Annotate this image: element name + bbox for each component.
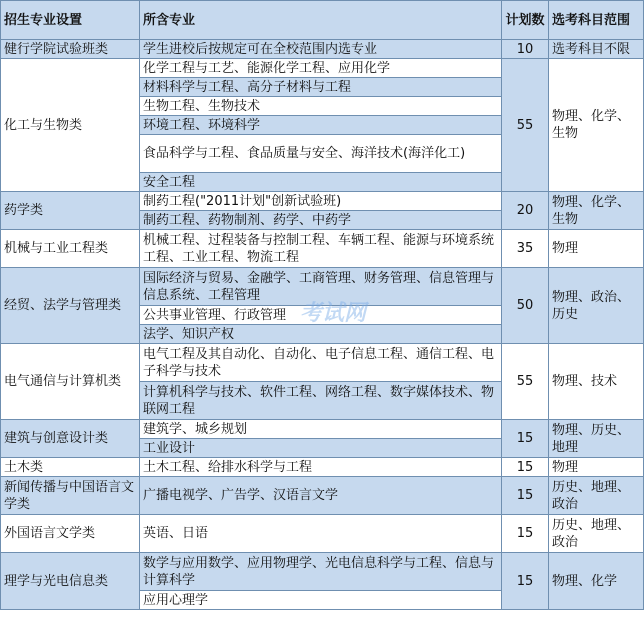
major-cell: 工业设计 — [140, 439, 502, 458]
major-cell: 环境工程、环境科学 — [140, 116, 502, 135]
table-row — [1, 192, 644, 211]
plan-cell: 15 — [502, 458, 549, 477]
plan-cell: 15 — [502, 515, 549, 553]
subjects-cell: 选考科目不限 — [549, 40, 644, 59]
major-cell: 学生进校后按规定可在全校范围内选专业 — [140, 40, 502, 59]
subjects-cell: 物理、历史、地理 — [549, 420, 644, 458]
watermark-logo: 考试网 — [300, 301, 367, 326]
subjects-cell: 物理、化学、生物 — [549, 59, 644, 192]
table-row — [1, 268, 644, 306]
category-cell: 经贸、法学与管理类 — [1, 268, 140, 344]
category-cell: 建筑与创意设计类 — [1, 420, 140, 458]
subjects-cell: 物理、技术 — [549, 344, 644, 420]
subjects-cell: 物理、化学、生物 — [549, 192, 644, 230]
category-cell: 新闻传播与中国语言文学类 — [1, 477, 140, 515]
major-cell: 土木工程、给排水科学与工程 — [140, 458, 502, 477]
table-row — [1, 515, 644, 553]
plan-cell: 55 — [502, 344, 549, 420]
plan-cell: 15 — [502, 553, 549, 610]
major-cell: 机械工程、过程装备与控制工程、车辆工程、能源与环境系统工程、工业工程、物流工程 — [140, 230, 502, 268]
plan-cell: 50 — [502, 268, 549, 344]
header-row — [1, 1, 644, 40]
subjects-cell: 历史、地理、政治 — [549, 477, 644, 515]
table-row — [1, 477, 644, 515]
major-cell: 计算机科学与技术、软件工程、网络工程、数字媒体技术、物联网工程 — [140, 382, 502, 420]
major-cell: 公共事业管理、行政管理 — [140, 306, 502, 325]
major-cell: 法学、知识产权 — [140, 325, 502, 344]
plan-cell: 55 — [502, 59, 549, 192]
table-row — [1, 553, 644, 591]
header-majors: 所含专业 — [140, 1, 502, 40]
major-cell: 安全工程 — [140, 173, 502, 192]
plan-cell: 20 — [502, 192, 549, 230]
major-cell: 电气工程及其自动化、自动化、电子信息工程、通信工程、电子科学与技术 — [140, 344, 502, 382]
major-cell: 化学工程与工艺、能源化学工程、应用化学 — [140, 59, 502, 78]
major-cell: 生物工程、生物技术 — [140, 97, 502, 116]
header-plan: 计划数 — [502, 1, 549, 40]
table-row — [1, 59, 644, 78]
major-cell: 建筑学、城乡规划 — [140, 420, 502, 439]
plan-cell: 15 — [502, 477, 549, 515]
category-cell: 机械与工业工程类 — [1, 230, 140, 268]
category-cell: 土木类 — [1, 458, 140, 477]
major-cell: 材料科学与工程、高分子材料与工程 — [140, 78, 502, 97]
major-cell: 制药工程("2011计划"创新试验班) — [140, 192, 502, 211]
major-cell: 食品科学与工程、食品质量与安全、海洋技术(海洋化工) — [140, 135, 502, 173]
major-cell: 制药工程、药物制剂、药学、中药学 — [140, 211, 502, 230]
table-row — [1, 458, 644, 477]
subjects-cell: 物理、化学 — [549, 553, 644, 610]
subjects-cell: 物理、政治、历史 — [549, 268, 644, 344]
table-row — [1, 344, 644, 382]
category-cell: 外国语言文学类 — [1, 515, 140, 553]
category-cell: 健行学院试验班类 — [1, 40, 140, 59]
subjects-cell: 物理 — [549, 230, 644, 268]
category-cell: 电气通信与计算机类 — [1, 344, 140, 420]
table-row — [1, 230, 644, 268]
plan-cell: 15 — [502, 420, 549, 458]
table-row — [1, 420, 644, 439]
major-cell: 数学与应用数学、应用物理学、光电信息科学与工程、信息与计算科学 — [140, 553, 502, 591]
subjects-cell: 历史、地理、政治 — [549, 515, 644, 553]
header-subjects: 选考科目范围 — [549, 1, 644, 40]
category-cell: 化工与生物类 — [1, 59, 140, 192]
category-cell: 理学与光电信息类 — [1, 553, 140, 610]
plan-cell: 35 — [502, 230, 549, 268]
plan-cell: 10 — [502, 40, 549, 59]
table-row — [1, 40, 644, 59]
subjects-cell: 物理 — [549, 458, 644, 477]
major-cell: 应用心理学 — [140, 591, 502, 610]
major-cell: 广播电视学、广告学、汉语言文学 — [140, 477, 502, 515]
major-cell: 国际经济与贸易、金融学、工商管理、财务管理、信息管理与信息系统、工程管理 — [140, 268, 502, 306]
category-cell: 药学类 — [1, 192, 140, 230]
header-category: 招生专业设置 — [1, 1, 140, 40]
major-cell: 英语、日语 — [140, 515, 502, 553]
